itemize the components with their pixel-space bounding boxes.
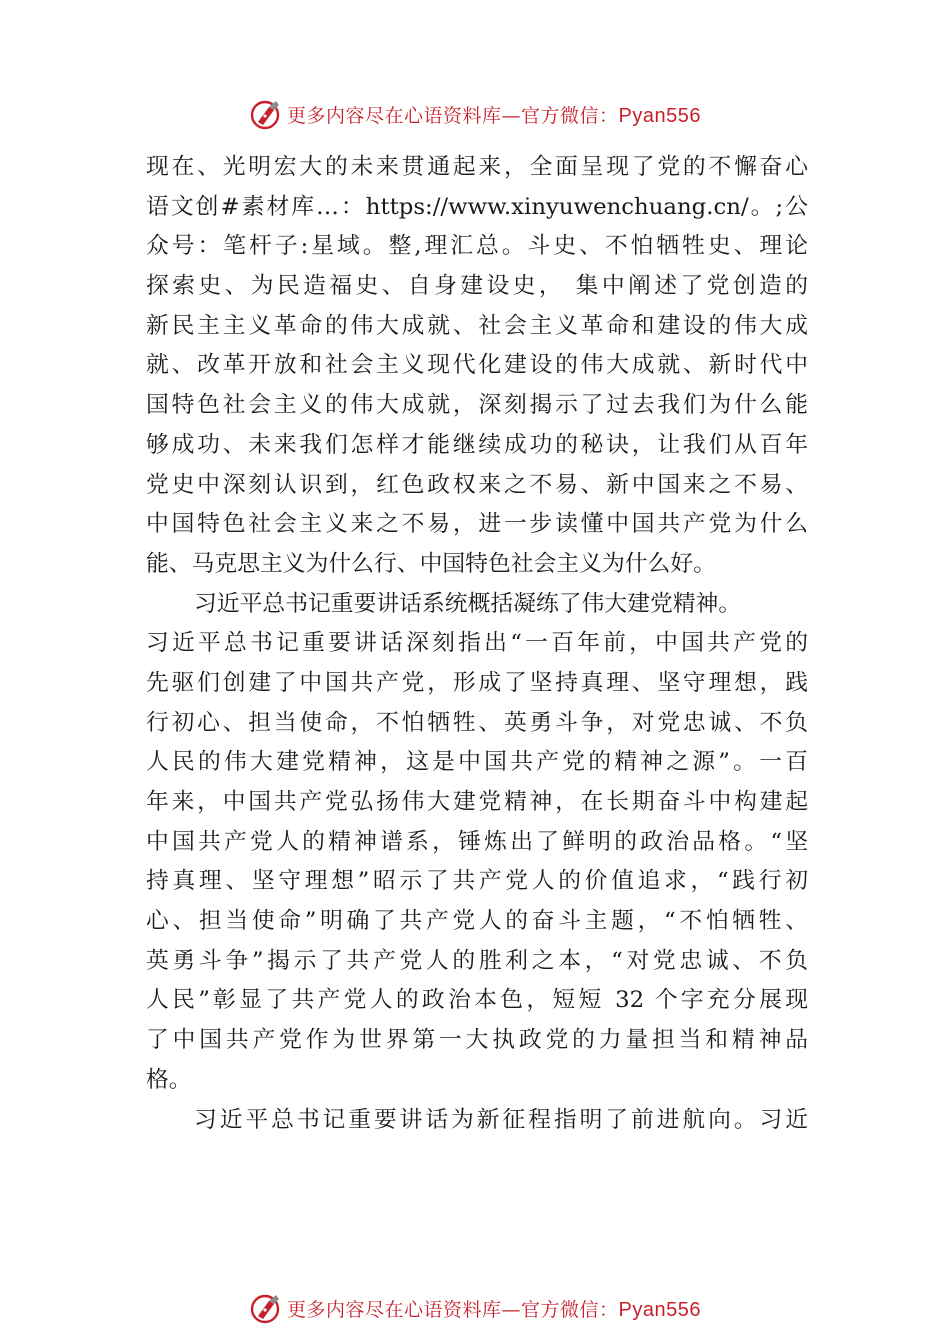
text-line: 众号：笔杆子:星域。整,理汇总。斗史、不怕牺牲史、理论 — [146, 233, 808, 260]
text-line: 人民”彰显了共产党人的政治本色，短短 32 个字充分展现 — [146, 987, 808, 1014]
document-body — [146, 148, 808, 1140]
pen-nib-logo-icon — [249, 97, 283, 131]
text-line: 党史中深刻认识到，红色政权来之不易、新中国来之不易、 — [146, 471, 808, 498]
footer-brand-label: 更多内容尽在心语资料库—官方微信： — [287, 1298, 619, 1321]
text-line: 心、担当使命”明确了共产党人的奋斗主题，“不怕牺牲、 — [146, 908, 808, 935]
text-line: 就、改革开放和社会主义现代化建设的伟大成就、新时代中 — [146, 352, 808, 379]
header-brand-text — [287, 101, 701, 128]
text-line: 中国共产党人的精神谱系，锤炼出了鲜明的政治品格。“坚 — [146, 828, 808, 855]
header-banner — [0, 94, 950, 134]
text-line: 语文创#素材库…：https://www.xinyuwenchuang.cn/。;公 — [146, 193, 808, 220]
text-line: 现在、光明宏大的未来贯通起来，全面呈现了党的不懈奋心 — [146, 154, 808, 180]
text-line: 年来，中国共产党弘扬伟大建党精神，在长期奋斗中构建起 — [146, 789, 808, 815]
text-line: 国特色社会主义的伟大成就，深刻揭示了过去我们为什么能 — [146, 392, 808, 419]
text-line: 探索史、为民造福史、自身建设史， 集中阐述了党创造的 — [146, 273, 808, 300]
text-line: 格。 — [146, 1066, 192, 1093]
text-line: 了中国共产党作为世界第一大执政党的力量担当和精神品 — [146, 1027, 808, 1054]
pen-nib-logo-icon — [249, 1291, 283, 1325]
text-line: 习近平总书记重要讲话深刻指出“一百年前，中国共产党的 — [146, 630, 808, 657]
footer-banner — [0, 1288, 950, 1328]
text-line: 中国特色社会主义来之不易，进一步读懂中国共产党为什么 — [146, 511, 808, 538]
footer-brand-text — [287, 1295, 701, 1322]
text-line: 人民的伟大建党精神，这是中国共产党的精神之源”。一百 — [146, 749, 808, 776]
footer-wechat-id: Pyan556 — [618, 1298, 701, 1321]
text-line: 新民主主义革命的伟大成就、社会主义革命和建设的伟大成 — [146, 312, 808, 339]
text-line: 持真理、坚守理想”昭示了共产党人的价值追求，“践行初 — [146, 868, 808, 895]
text-line: 英勇斗争”揭示了共产党人的胜利之本，“对党忠诚、不负 — [146, 947, 808, 974]
text-line: 能、马克思主义为什么行、中国特色社会主义为什么好。 — [146, 550, 716, 577]
header-wechat-id: Pyan556 — [618, 104, 701, 127]
paragraph-first-line: 习近平总书记重要讲话为新征程指明了前进航向。习近 — [194, 1106, 808, 1133]
header-brand-label: 更多内容尽在心语资料库—官方微信： — [287, 104, 619, 127]
text-line: 先驱们创建了中国共产党，形成了坚持真理、坚守理想，践 — [146, 669, 808, 696]
paragraph-first-line: 习近平总书记重要讲话系统概括凝练了伟大建党精神。 — [194, 590, 742, 617]
text-line: 够成功、未来我们怎样才能继续成功的秘诀，让我们从百年 — [146, 431, 808, 458]
text-line: 行初心、担当使命，不怕牺牲、英勇斗争，对党忠诚、不负 — [146, 709, 808, 736]
